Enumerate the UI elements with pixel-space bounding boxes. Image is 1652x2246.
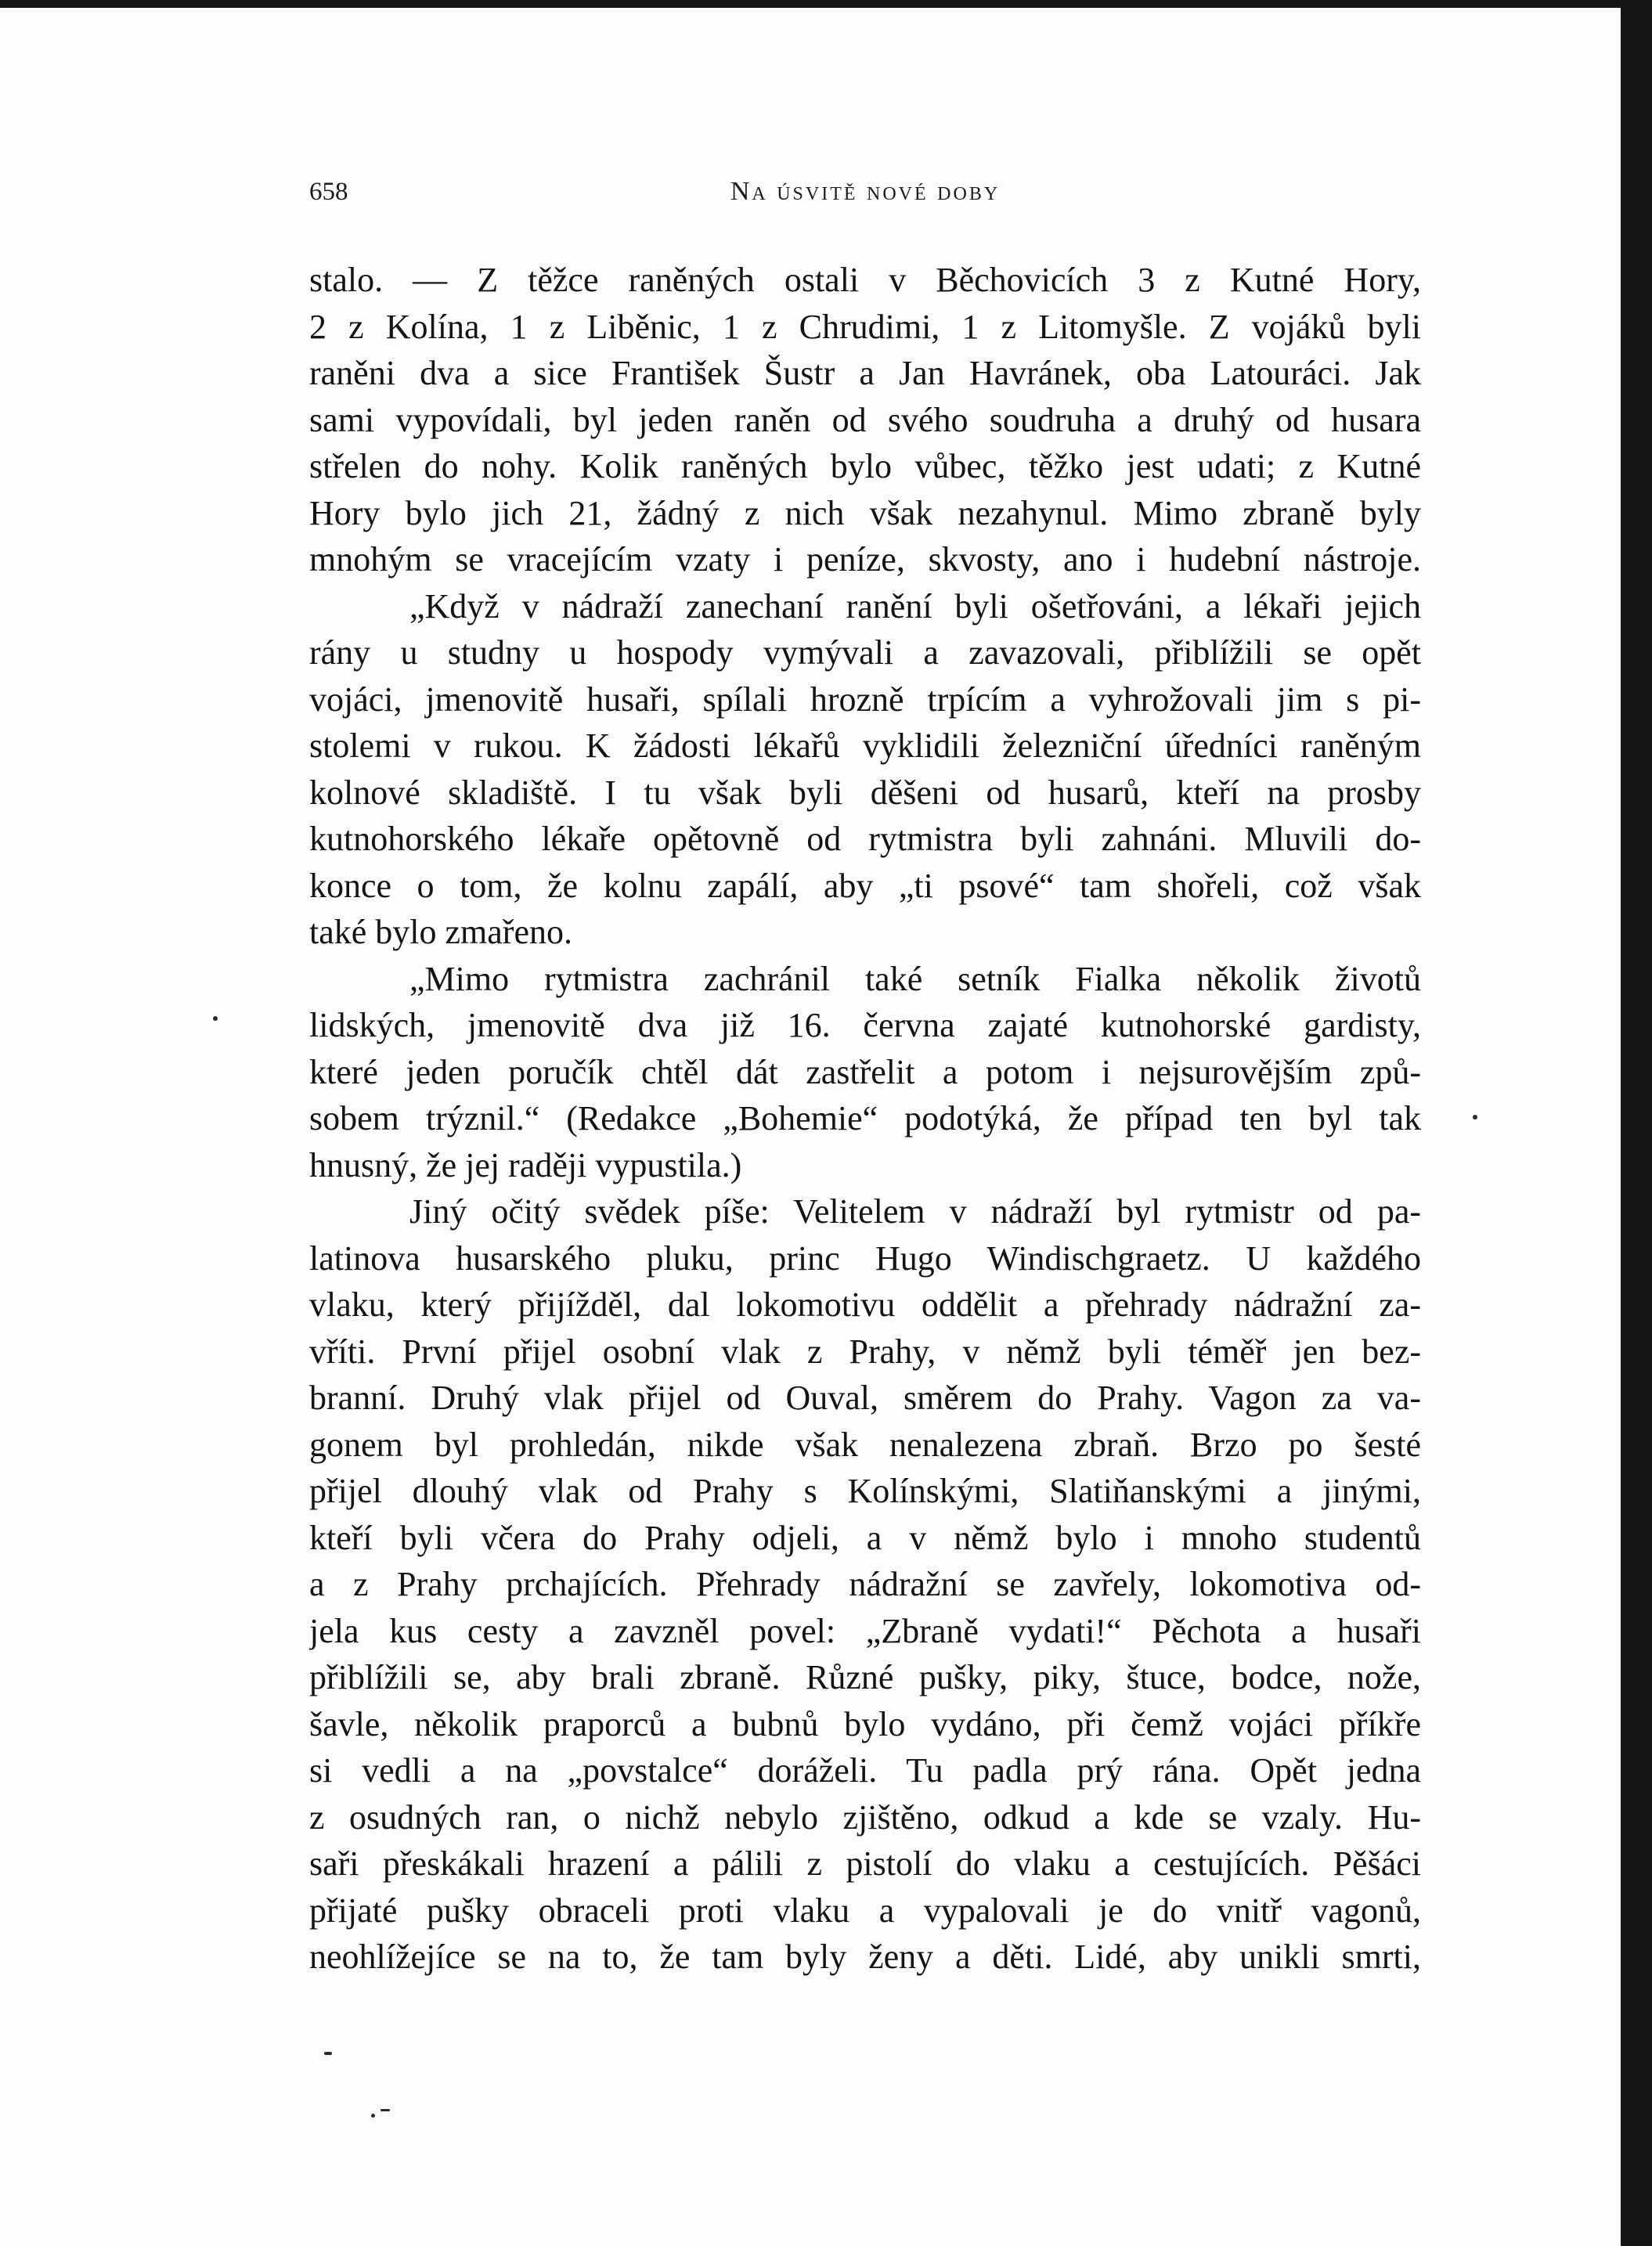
page-number: 658 xyxy=(309,178,348,206)
text-line: si vedli a na „povstalce“ doráželi. Tu padla prý rána. Opět jedna xyxy=(309,1751,1421,1790)
text-line: kolnové skladiště. I tu však byli děšeni od husarů, kteří na prosby xyxy=(309,773,1421,812)
text-line: které jeden poručík chtěl dát zastřelit a potom i nejsurovějším způ- xyxy=(309,1052,1421,1091)
body-text xyxy=(309,257,1421,1981)
text-line: hnusný, že jej raději vypustila.) xyxy=(309,1145,742,1184)
text-line: mnohým se vracejícím vzaty i peníze, skvosty, ano i hudební nástroje. xyxy=(309,540,1421,579)
text-line: střelen do nohy. Kolik raněných bylo vůbec, těžko jest udati; z Kutné xyxy=(309,447,1421,485)
text-line: „Když v nádraží zanechaní ranění byli ošetřováni, a lékaři jejich xyxy=(409,586,1421,625)
page-header xyxy=(309,172,1421,211)
scan-right-border xyxy=(1621,0,1652,2246)
text-line: Jiný očitý svědek píše: Velitelem v nádraží byl rytmistr od pa- xyxy=(409,1192,1421,1231)
scan-speck xyxy=(371,2114,375,2118)
text-line: a z Prahy prchajících. Přehrady nádražní se zavřely, lokomotiva od- xyxy=(309,1565,1421,1603)
text-line: z osudných ran, o nichž nebylo zjištěno, odkud a kde se vzaly. Hu- xyxy=(309,1797,1421,1837)
text-line: vlaku, který přijížděl, dal lokomotivu oddělit a přehrady nádražní za- xyxy=(309,1285,1421,1324)
text-line: také bylo zmařeno. xyxy=(309,913,572,951)
running-title: Na úsvitě nové doby xyxy=(730,177,1001,206)
scan-speck xyxy=(324,2052,332,2055)
text-line: konce o tom, že kolnu zapálí, aby „ti psové“ tam shořeli, což však xyxy=(309,866,1421,905)
text-line: latinova husarského pluku, princ Hugo Windischgraetz. U každého xyxy=(309,1238,1421,1278)
text-line: stalo. — Z těžce raněných ostali v Běchovicích 3 z Kutné Hory, xyxy=(309,261,1421,299)
text-line: lidských, jmenovitě dva již 16. června zajaté kutnohorské gardisty, xyxy=(309,1006,1421,1044)
text-line: vojáci, jmenovitě husaři, spílali hrozně trpícím a vyhrožovali jim s pi- xyxy=(309,680,1421,719)
text-line: „Mimo rytmistra zachránil také setník Fialka několik životů xyxy=(409,959,1421,998)
text-line: Hory bylo jich 21, žádný z nich však nezahynul. Mimo zbraně byly xyxy=(309,493,1421,532)
text-line: jela kus cesty a zavzněl povel: „Zbraně vydati!“ Pěchota a husaři xyxy=(309,1611,1421,1650)
text-line: přijel dlouhý vlak od Prahy s Kolínskými, Slatiňanskými a jinými, xyxy=(309,1472,1421,1510)
text-line: gonem byl prohledán, nikde však nenalezena zbraň. Brzo po šesté xyxy=(309,1425,1421,1464)
text-line: sobem trýznil.“ (Redakce „Bohemie“ podotýká, že případ ten byl tak xyxy=(309,1099,1421,1137)
text-line: kteří byli včera do Prahy odjeli, a v němž bylo i mnoho studentů xyxy=(309,1518,1421,1557)
text-line: branní. Druhý vlak přijel od Ouval, směrem do Prahy. Vagon za va- xyxy=(309,1379,1421,1417)
scan-speck xyxy=(381,2109,390,2111)
text-line: kutnohorského lékaře opětovně od rytmistra byli zahnáni. Mluvili do- xyxy=(309,820,1421,858)
text-line: neohlížejíce se na to, že tam byly ženy a děti. Lidé, aby unikli smrti, xyxy=(309,1938,1421,1976)
scan-speck xyxy=(1473,1115,1477,1119)
text-line: vříti. První přijel osobní vlak z Prahy, v němž byli téměř jen bez- xyxy=(309,1332,1421,1371)
text-line: 2 z Kolína, 1 z Liběnic, 1 z Chrudimi, 1 z Litomyšle. Z vojáků byli xyxy=(309,307,1421,346)
text-line: rány u studny u hospody vymývali a zavazovali, přiblížili se opět xyxy=(309,633,1421,672)
scan-top-border xyxy=(0,0,1621,8)
text-line: šavle, několik praporců a bubnů bylo vydáno, při čemž vojáci příkře xyxy=(309,1704,1421,1743)
text-line: sami vypovídali, byl jeden raněn od svého soudruha a druhý od husara xyxy=(309,400,1421,439)
text-line: raněni dva a sice František Šustr a Jan Havránek, oba Latouráci. Jak xyxy=(309,354,1421,392)
scan-speck xyxy=(213,1016,218,1021)
text-line: přijaté pušky obraceli proti vlaku a vypalovali je do vnitř vagonů, xyxy=(309,1891,1421,1930)
text-line: saři přeskákali hrazení a pálili z pistolí do vlaku a cestujících. Pěšáci xyxy=(309,1844,1421,1883)
text-line: stolemi v rukou. K žádosti lékařů vyklidili železniční úředníci raněným xyxy=(309,726,1421,765)
text-line: přiblížili se, aby brali zbraně. Různé pušky, piky, štuce, bodce, nože, xyxy=(309,1658,1421,1696)
